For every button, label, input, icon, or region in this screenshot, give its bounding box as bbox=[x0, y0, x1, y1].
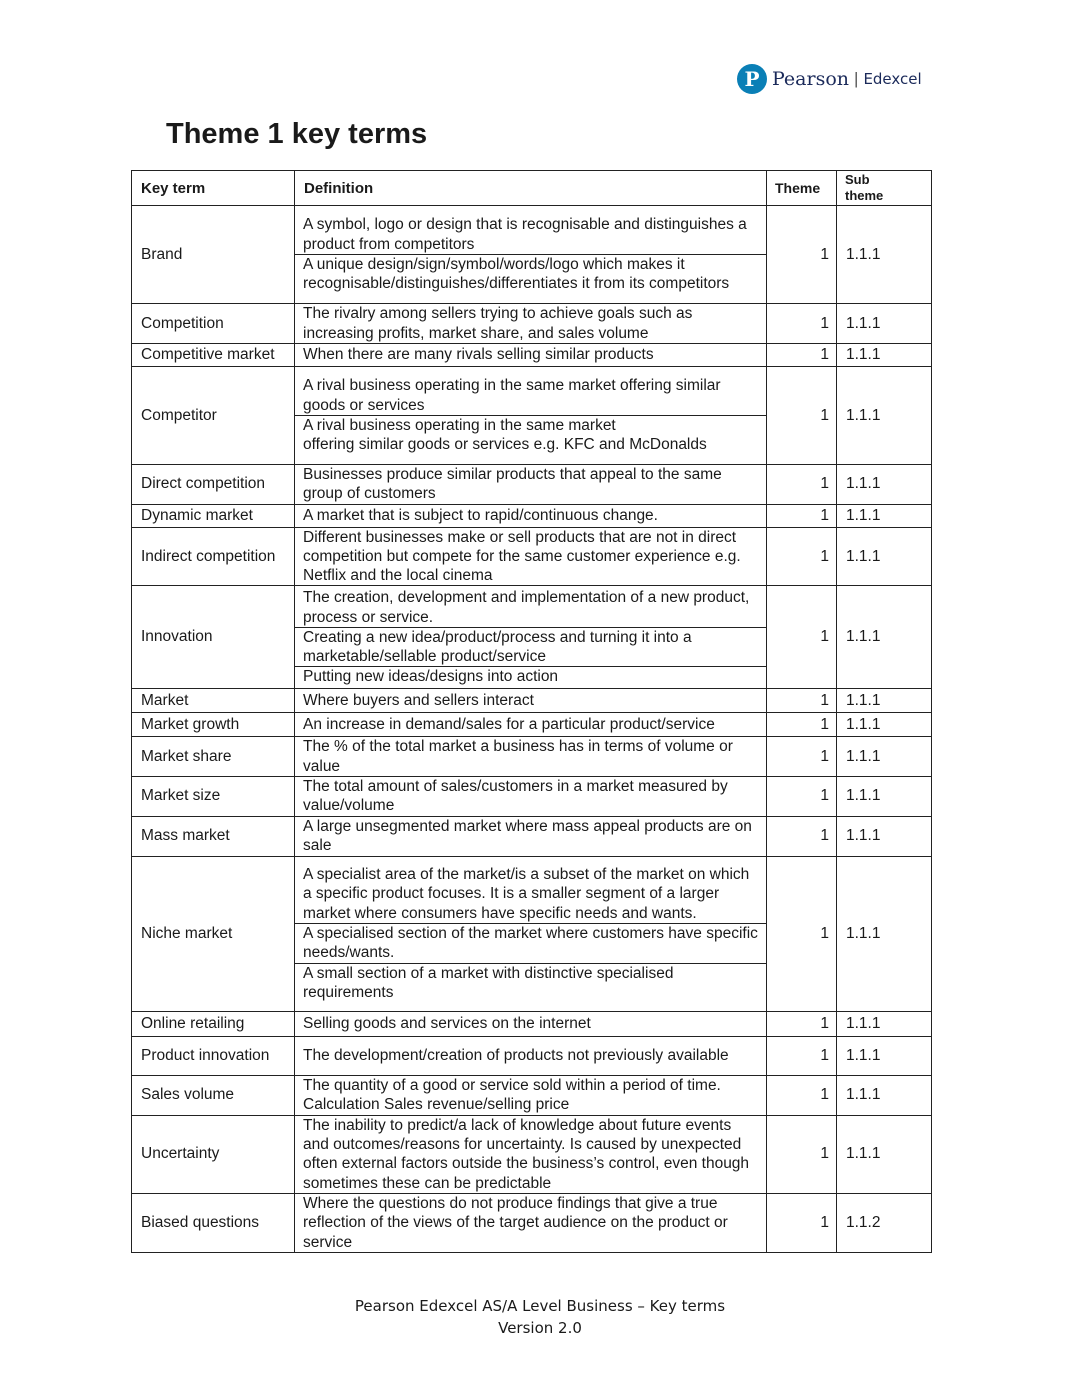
pearson-edexcel-logo bbox=[737, 63, 922, 95]
page-title: Theme 1 key terms bbox=[166, 118, 428, 150]
key-term-cell: Market share bbox=[132, 737, 295, 777]
sub-theme-cell: 1.1.1 bbox=[837, 737, 932, 777]
definition-cell: Where the questions do not produce findings that give a true reflection of the views of the target audience on the product or service bbox=[295, 1193, 767, 1252]
key-term-cell: Product innovation bbox=[132, 1036, 295, 1075]
table-row bbox=[132, 206, 932, 304]
key-term-cell: Competition bbox=[132, 304, 295, 344]
header-sub-line1: Sub bbox=[845, 172, 870, 187]
definition-line: The creation, development and implementation of a new product, process or service. bbox=[295, 588, 766, 628]
key-term-cell: Market growth bbox=[132, 713, 295, 737]
definition-cell bbox=[295, 206, 767, 304]
table-row bbox=[132, 1011, 932, 1036]
definition-line: A unique design/sign/symbol/words/logo which makes it recognisable/distinguishes/differentiates it from its competitors bbox=[303, 256, 730, 293]
definition-cell: Different businesses make or sell products that are not in direct competition but compete for the same customer experience e.g. Netflix and the local cinema bbox=[295, 527, 767, 586]
sub-theme-cell: 1.1.1 bbox=[837, 206, 932, 304]
theme-cell: 1 bbox=[767, 816, 837, 856]
definition-cell: Where buyers and sellers interact bbox=[295, 689, 767, 713]
footer-title: Pearson Edexcel AS/A Level Business – Key terms bbox=[354, 1297, 726, 1315]
theme-cell: 1 bbox=[767, 856, 837, 1011]
theme-cell: 1 bbox=[767, 304, 837, 344]
definition-cell: The total amount of sales/customers in a market measured by value/volume bbox=[295, 777, 767, 817]
definition-cell: An increase in demand/sales for a particular product/service bbox=[295, 713, 767, 737]
definition-cell bbox=[295, 856, 767, 1011]
key-term-cell: Biased questions bbox=[132, 1193, 295, 1252]
definition-line: A specialist area of the market/is a subset of the market on which a specific product focuses. It is a smaller segment of a larger market where consumers have specific needs and wants. bbox=[295, 865, 766, 924]
sub-theme-cell: 1.1.1 bbox=[837, 344, 932, 367]
theme-cell: 1 bbox=[767, 777, 837, 817]
table-row bbox=[132, 1193, 932, 1252]
definition-line: A small section of a market with distinctive specialised requirements bbox=[303, 964, 674, 1001]
key-term-cell: Online retailing bbox=[132, 1011, 295, 1036]
theme-cell: 1 bbox=[767, 1115, 837, 1193]
table-row bbox=[132, 344, 932, 367]
header-definition: Definition bbox=[295, 171, 767, 206]
definition-cell: The inability to predict/a lack of knowledge about future events and outcomes/reasons for uncertainty. Is caused by unexpected often external factors outside the business’s control, even though sometimes these can be predictable bbox=[295, 1115, 767, 1193]
sub-theme-cell: 1.1.1 bbox=[837, 304, 932, 344]
table-body bbox=[132, 206, 932, 1253]
table-row bbox=[132, 586, 932, 689]
header-sub-line2: theme bbox=[845, 188, 884, 203]
definition-line: A rival business operating in the same market offering similar goods or services e.g. KFC and McDonalds bbox=[303, 417, 707, 454]
page-footer bbox=[0, 1295, 1080, 1339]
definition-line: Putting new ideas/designs into action bbox=[303, 668, 559, 686]
table-row bbox=[132, 689, 932, 713]
sub-theme-cell: 1.1.2 bbox=[837, 1193, 932, 1252]
table-row bbox=[132, 1115, 932, 1193]
logo-separator: | bbox=[854, 69, 859, 88]
theme-cell: 1 bbox=[767, 1036, 837, 1075]
definition-cell: The % of the total market a business has in terms of volume or value bbox=[295, 737, 767, 777]
definition-cell: When there are many rivals selling similar products bbox=[295, 344, 767, 367]
theme-cell: 1 bbox=[767, 713, 837, 737]
table-row bbox=[132, 367, 932, 465]
key-term-cell: Direct competition bbox=[132, 465, 295, 505]
key-term-cell: Indirect competition bbox=[132, 527, 295, 586]
sub-theme-cell: 1.1.1 bbox=[837, 504, 932, 527]
table-row bbox=[132, 737, 932, 777]
logo-brand: Pearson bbox=[772, 68, 850, 90]
key-term-cell: Uncertainty bbox=[132, 1115, 295, 1193]
table-row bbox=[132, 856, 932, 1011]
definition-cell: A large unsegmented market where mass appeal products are on sale bbox=[295, 816, 767, 856]
sub-theme-cell: 1.1.1 bbox=[837, 1036, 932, 1075]
key-terms-table bbox=[131, 170, 932, 1253]
logo-subbrand: Edexcel bbox=[863, 70, 922, 88]
table-row bbox=[132, 465, 932, 505]
definition-line: A rival business operating in the same market offering similar goods or services bbox=[295, 376, 766, 416]
header-sub-theme bbox=[837, 171, 932, 206]
definition-line: Creating a new idea/product/process and turning it into a marketable/sellable product/service bbox=[295, 628, 766, 668]
table-row bbox=[132, 504, 932, 527]
definition-cell: The rivalry among sellers trying to achieve goals such as increasing profits, market share, and sales volume bbox=[295, 304, 767, 344]
key-term-cell: Market bbox=[132, 689, 295, 713]
sub-theme-cell: 1.1.1 bbox=[837, 465, 932, 505]
sub-theme-cell: 1.1.1 bbox=[837, 1115, 932, 1193]
table-row bbox=[132, 816, 932, 856]
theme-cell: 1 bbox=[767, 586, 837, 689]
key-term-cell: Niche market bbox=[132, 856, 295, 1011]
key-term-cell: Competitive market bbox=[132, 344, 295, 367]
key-term-cell: Dynamic market bbox=[132, 504, 295, 527]
header-key-term: Key term bbox=[132, 171, 295, 206]
key-term-cell: Brand bbox=[132, 206, 295, 304]
sub-theme-cell: 1.1.1 bbox=[837, 689, 932, 713]
theme-cell: 1 bbox=[767, 1075, 837, 1115]
table-row bbox=[132, 1075, 932, 1115]
definition-cell: The development/creation of products not previously available bbox=[295, 1036, 767, 1075]
key-term-cell: Mass market bbox=[132, 816, 295, 856]
definition-cell: The quantity of a good or service sold within a period of time. Calculation Sales revenue/selling price bbox=[295, 1075, 767, 1115]
theme-cell: 1 bbox=[767, 367, 837, 465]
definition-cell bbox=[295, 367, 767, 465]
definition-cell: Businesses produce similar products that appeal to the same group of customers bbox=[295, 465, 767, 505]
table-row bbox=[132, 777, 932, 817]
table-row bbox=[132, 713, 932, 737]
theme-cell: 1 bbox=[767, 504, 837, 527]
sub-theme-cell: 1.1.1 bbox=[837, 586, 932, 689]
sub-theme-cell: 1.1.1 bbox=[837, 777, 932, 817]
sub-theme-cell: 1.1.1 bbox=[837, 856, 932, 1011]
definition-cell: Selling goods and services on the internet bbox=[295, 1011, 767, 1036]
key-term-cell: Competitor bbox=[132, 367, 295, 465]
sub-theme-cell: 1.1.1 bbox=[837, 1011, 932, 1036]
theme-cell: 1 bbox=[767, 465, 837, 505]
sub-theme-cell: 1.1.1 bbox=[837, 527, 932, 586]
definition-cell bbox=[295, 586, 767, 689]
theme-cell: 1 bbox=[767, 1193, 837, 1252]
theme-cell: 1 bbox=[767, 689, 837, 713]
theme-cell: 1 bbox=[767, 737, 837, 777]
table-row bbox=[132, 304, 932, 344]
theme-cell: 1 bbox=[767, 206, 837, 304]
definition-line: A symbol, logo or design that is recognisable and distinguishes a product from competitors bbox=[295, 215, 766, 255]
sub-theme-cell: 1.1.1 bbox=[837, 1075, 932, 1115]
theme-cell: 1 bbox=[767, 1011, 837, 1036]
sub-theme-cell: 1.1.1 bbox=[837, 367, 932, 465]
theme-cell: 1 bbox=[767, 344, 837, 367]
sub-theme-cell: 1.1.1 bbox=[837, 816, 932, 856]
table-row bbox=[132, 1036, 932, 1075]
theme-cell: 1 bbox=[767, 527, 837, 586]
key-term-cell: Innovation bbox=[132, 586, 295, 689]
footer-version: Version 2.0 bbox=[498, 1319, 582, 1337]
definition-cell: A market that is subject to rapid/continuous change. bbox=[295, 504, 767, 527]
definition-line: A specialised section of the market where customers have specific needs/wants. bbox=[295, 924, 766, 964]
table-header-row bbox=[132, 171, 932, 206]
key-term-cell: Sales volume bbox=[132, 1075, 295, 1115]
pearson-logo-icon: P bbox=[737, 64, 767, 94]
sub-theme-cell: 1.1.1 bbox=[837, 713, 932, 737]
header-theme: Theme bbox=[767, 171, 837, 206]
table-row bbox=[132, 527, 932, 586]
key-term-cell: Market size bbox=[132, 777, 295, 817]
